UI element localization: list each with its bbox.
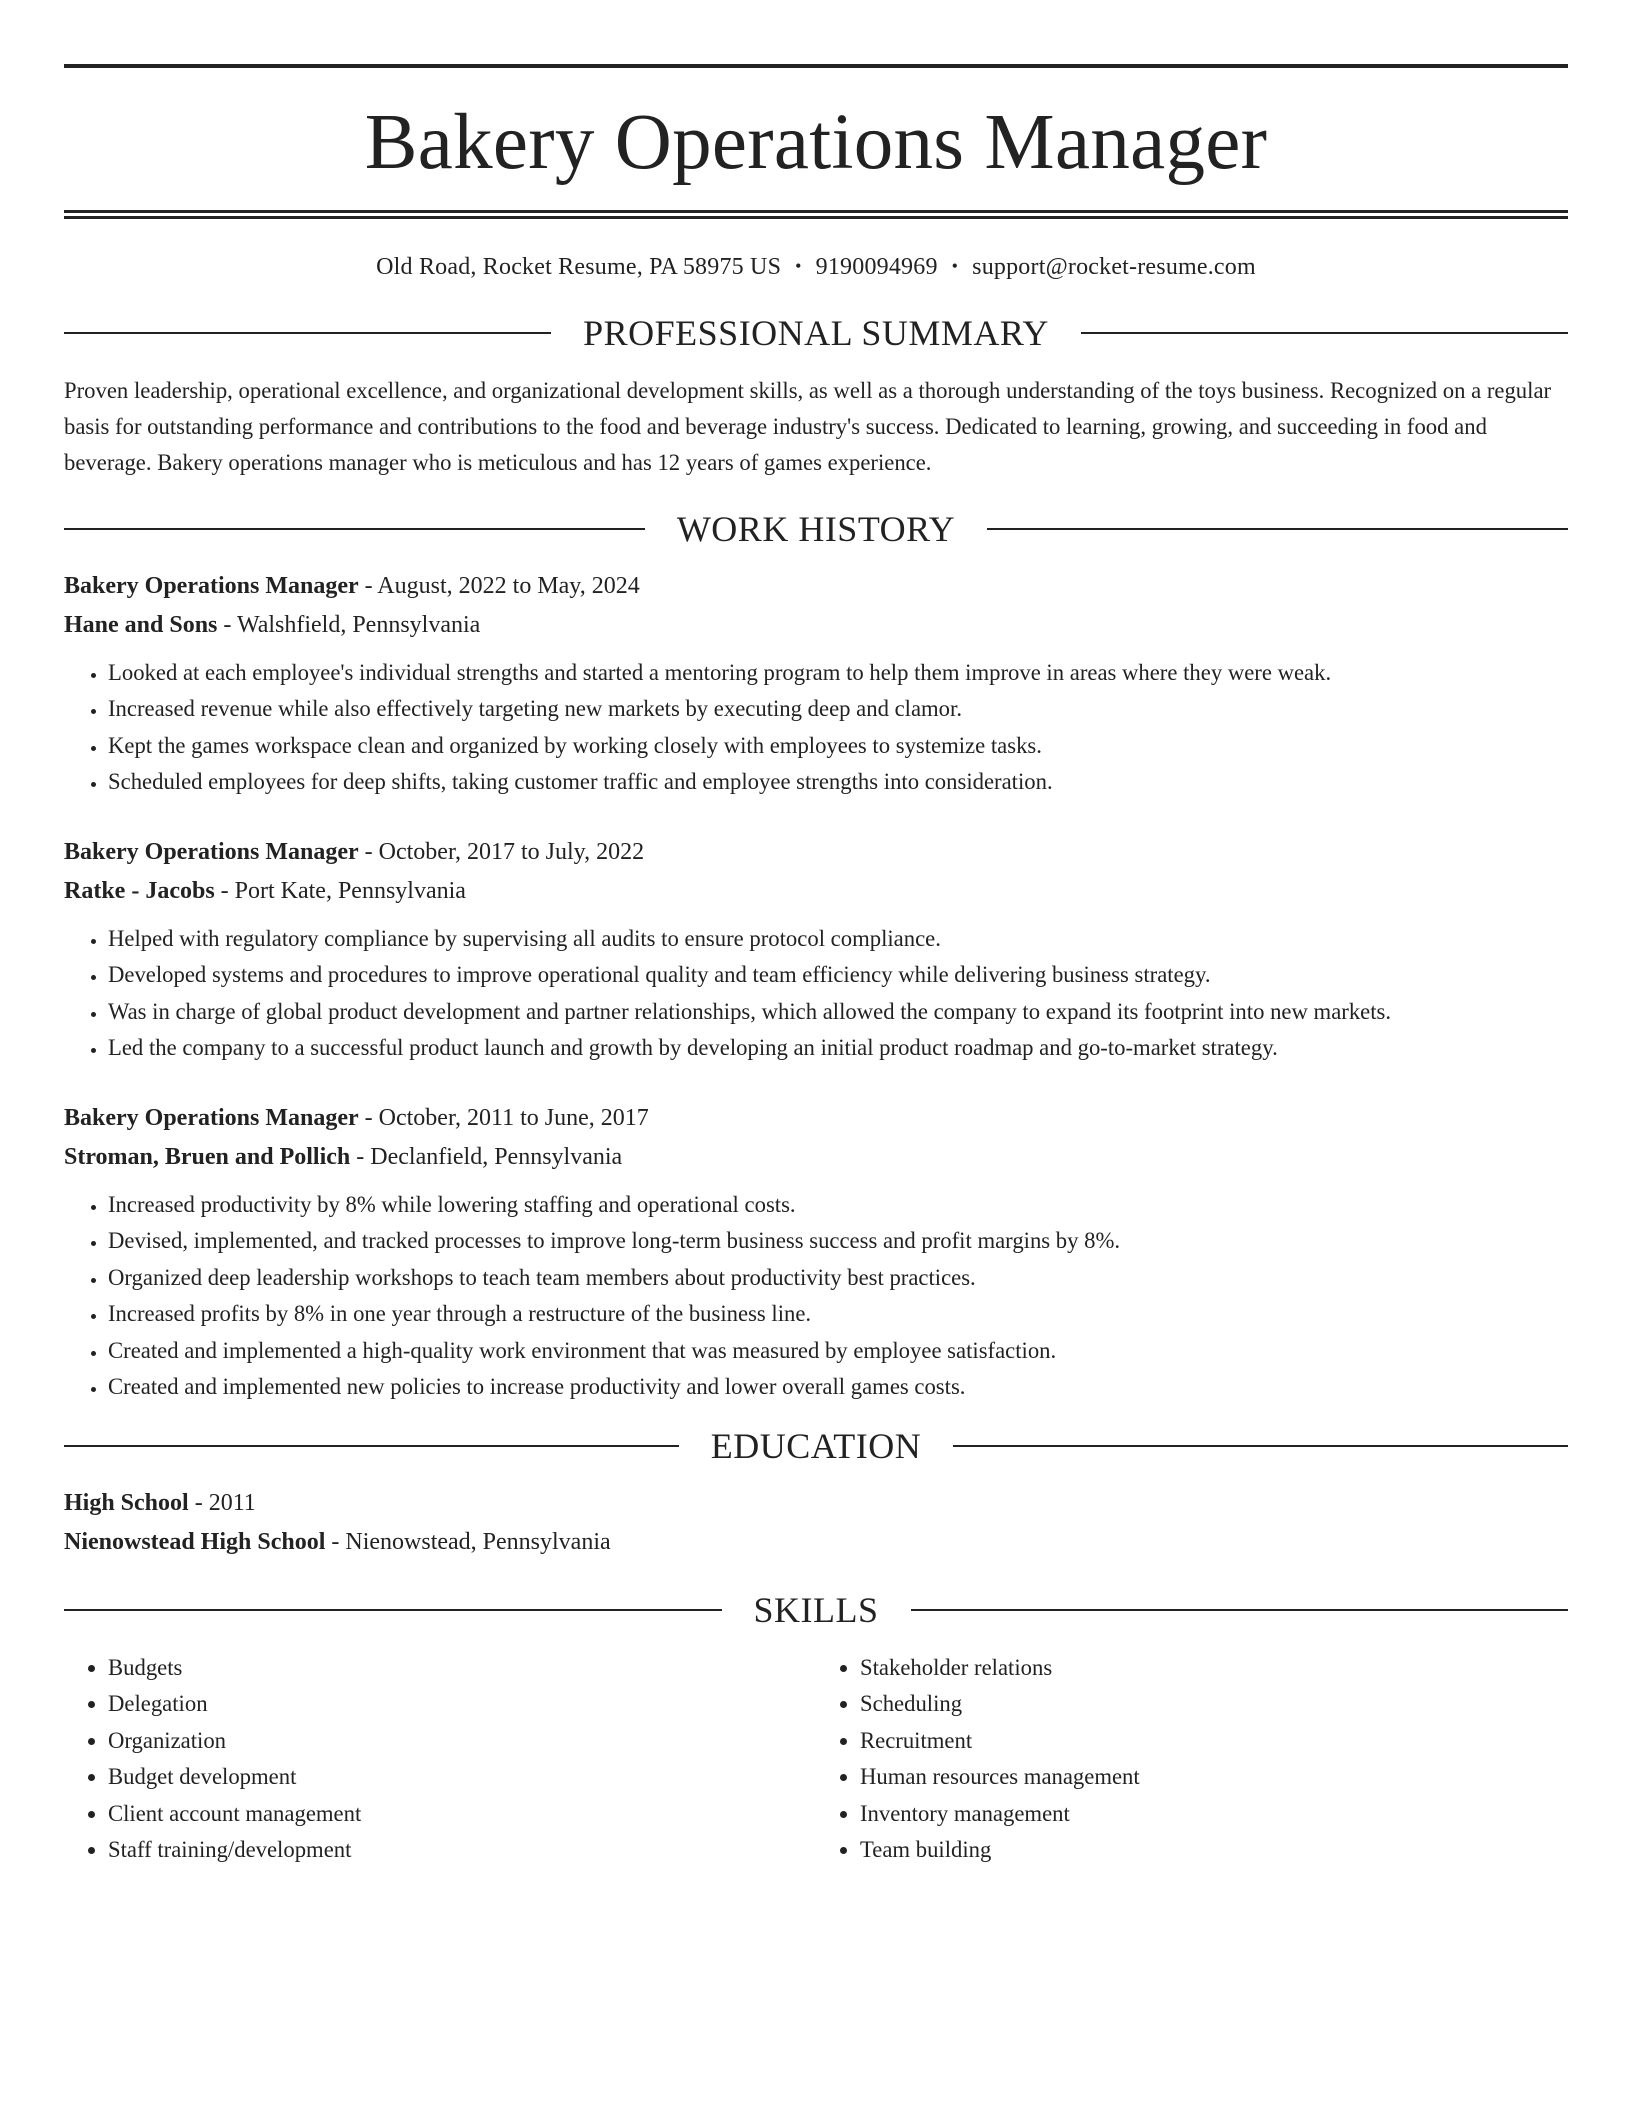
skills-column-right (816, 1650, 1568, 1869)
list-item: • Was in charge of global product development and partner relationships, which allowed the company to expand its footprint into new markets. (108, 994, 1568, 1031)
contact-line (64, 253, 1568, 282)
job-company-line (64, 606, 1568, 645)
job-location: - Walshfield, Pennsylvania (217, 611, 481, 638)
heading-rule (911, 1609, 1569, 1611)
education-school-line (64, 1523, 1568, 1562)
list-item: • Increased productivity by 8% while lowering staffing and operational costs. (108, 1187, 1568, 1224)
section-heading-skills (64, 1589, 1568, 1630)
work-history-list (64, 567, 1568, 1406)
list-item: • Created and implemented a high-quality work environment that was measured by employee satisfaction. (108, 1333, 1568, 1370)
section-title: WORK HISTORY (676, 508, 956, 549)
education-degree: High School (64, 1489, 189, 1516)
job-company: Hane and Sons (64, 611, 218, 638)
job-title: Bakery Operations Manager (64, 572, 359, 599)
bullet-separator: • (795, 256, 802, 276)
contact-phone: 9190094969 (815, 254, 938, 280)
section-title: SKILLS (753, 1589, 879, 1630)
job-location: - Declanfield, Pennsylvania (350, 1143, 623, 1170)
skill-item: • Inventory management (860, 1796, 1568, 1833)
list-item: • Scheduled employees for deep shifts, taking customer traffic and employee strengths into consideration. (108, 764, 1568, 801)
skill-item: • Delegation (108, 1686, 816, 1723)
skills-column-left (64, 1650, 816, 1869)
job-company-line (64, 872, 1568, 911)
job-dates: - October, 2017 to July, 2022 (358, 838, 645, 865)
job-dates: - August, 2022 to May, 2024 (358, 572, 640, 599)
list-item: • Helped with regulatory compliance by supervising all audits to ensure protocol compliance. (108, 921, 1568, 958)
job-entry (64, 833, 1568, 1067)
job-title-line (64, 1099, 1568, 1138)
job-location: - Port Kate, Pennsylvania (214, 877, 466, 904)
list-item: • Organized deep leadership workshops to teach team members about productivity best practices. (108, 1260, 1568, 1297)
bullet-separator: • (951, 256, 959, 276)
resume-title: Bakery Operations Manager (364, 99, 1268, 186)
contact-email[interactable]: support@rocket-resume.com (972, 254, 1256, 280)
section-title: PROFESSIONAL SUMMARY (583, 312, 1049, 353)
job-title-line (64, 567, 1568, 606)
heading-rule (953, 1445, 1568, 1447)
education-location: - Nienowstead, Pennsylvania (325, 1528, 611, 1555)
list-item: • Looked at each employee's individual strengths and started a mentoring program to help them improve in areas where they were weak. (108, 655, 1568, 692)
list-item: • Increased revenue while also effectively targeting new markets by executing deep and clamor. (108, 691, 1568, 728)
job-company: Ratke - Jacobs (64, 877, 215, 904)
skill-item: • Budgets (108, 1650, 816, 1687)
list-item: • Devised, implemented, and tracked processes to improve long-term business success and profit margins by 8%. (108, 1223, 1568, 1260)
heading-rule (64, 1609, 722, 1611)
summary-text: Proven leadership, operational excellence, and organizational development skills, as well as a thorough understanding of the toys business. Recognized on a regular basis for outstanding performance and contributions to the food and beverage industry's success. Dedicated to learning, growing, and succeeding in food and beverage. Bakery operations manager who is meticulous and has 12 years of games experience. (64, 377, 1552, 475)
skill-item: • Stakeholder relations (860, 1650, 1568, 1687)
education-school: Nienowstead High School (64, 1528, 326, 1555)
skill-item: • Budget development (108, 1759, 816, 1796)
job-entry (64, 567, 1568, 801)
heading-rule (64, 1445, 679, 1447)
job-bullets (64, 655, 1568, 801)
title-double-rule (64, 210, 1568, 219)
heading-rule (1081, 332, 1568, 334)
list-item: • Kept the games workspace clean and organized by working closely with employees to systemize tasks. (108, 728, 1568, 765)
heading-rule (64, 528, 645, 530)
section-title: EDUCATION (710, 1425, 922, 1466)
job-bullets (64, 921, 1568, 1067)
section-heading-education (64, 1425, 1568, 1466)
education-degree-line (64, 1484, 1568, 1523)
resume-page (64, 64, 1568, 1869)
list-item: • Created and implemented new policies to increase productivity and lower overall games costs. (108, 1369, 1568, 1406)
education-year: - 2011 (188, 1489, 256, 1516)
skill-item: • Client account management (108, 1796, 816, 1833)
job-title-line (64, 833, 1568, 872)
skill-item: • Organization (108, 1723, 816, 1760)
list-item: • Developed systems and procedures to improve operational quality and team efficiency while delivering business strategy. (108, 957, 1568, 994)
skill-item: • Scheduling (860, 1686, 1568, 1723)
job-title: Bakery Operations Manager (64, 1104, 359, 1131)
job-entry (64, 1099, 1568, 1406)
skill-item: • Recruitment (860, 1723, 1568, 1760)
skill-item: • Human resources management (860, 1759, 1568, 1796)
job-bullets (64, 1187, 1568, 1406)
section-heading-summary (64, 312, 1568, 353)
education-entry (64, 1484, 1568, 1562)
job-company: Stroman, Bruen and Pollich (64, 1143, 351, 1170)
skills-list (64, 1650, 1568, 1869)
section-heading-work (64, 508, 1568, 549)
skill-item: • Team building (860, 1832, 1568, 1869)
heading-rule (64, 332, 551, 334)
list-item: • Increased profits by 8% in one year through a restructure of the business line. (108, 1296, 1568, 1333)
job-dates: - October, 2011 to June, 2017 (358, 1104, 649, 1131)
skill-item: • Staff training/development (108, 1832, 816, 1869)
heading-rule (987, 528, 1568, 530)
job-title: Bakery Operations Manager (64, 838, 359, 865)
list-item: • Led the company to a successful product launch and growth by developing an initial product roadmap and go-to-market strategy. (108, 1030, 1568, 1067)
top-rule (64, 64, 1568, 68)
job-company-line (64, 1138, 1568, 1177)
contact-address: Old Road, Rocket Resume, PA 58975 US (376, 254, 782, 280)
